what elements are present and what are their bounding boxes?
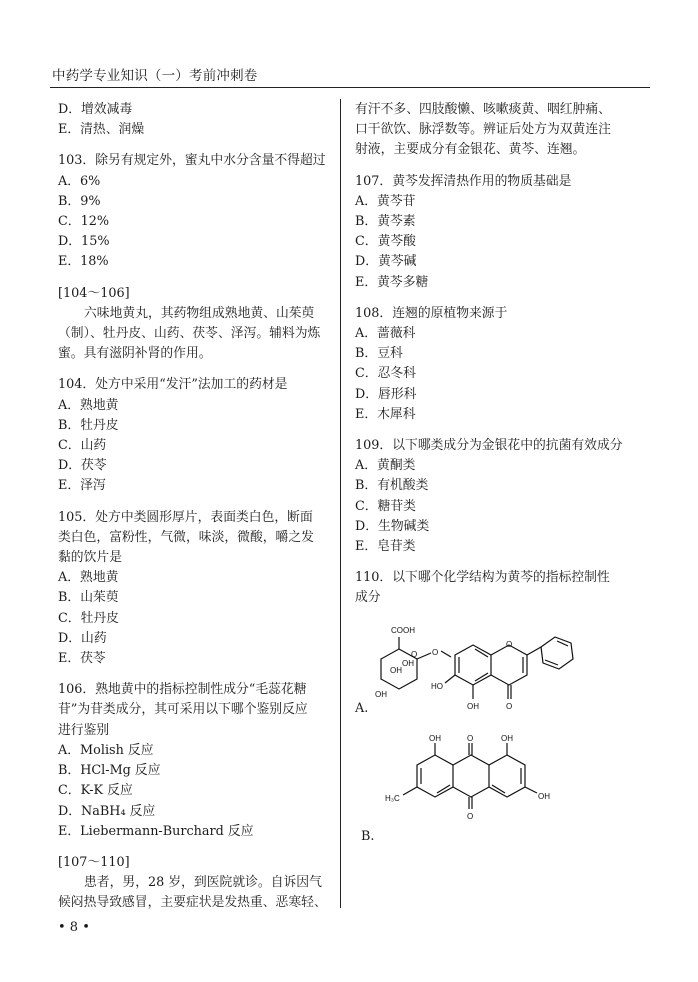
answer-option: E．18% [58, 254, 109, 270]
paragraph-gap [355, 557, 635, 568]
answer-option: A．黄酮类 [355, 458, 416, 474]
answer-option: D．茯苓 [58, 458, 107, 474]
answer-option: D．唇形科 [355, 386, 417, 402]
text-line: 苷”为苷类成分，其可采用以下哪个鉴别反应 [58, 702, 308, 718]
answer-option: E．皂苷类 [355, 539, 416, 555]
atom-ring-o: O [411, 649, 418, 659]
atom-oh-top-right: OH [501, 733, 513, 743]
atom-o-top: O [467, 733, 474, 743]
text-line: 103．除另有规定外，蜜丸中水分含量不得超过 [58, 153, 326, 169]
answer-option: C．山药 [58, 438, 107, 454]
answer-option: C．糖苷类 [355, 498, 416, 514]
atom-methyl: H₃C [385, 793, 400, 803]
answer-option: E．Liebermann-Burchard 反应 [58, 823, 254, 839]
text-line: 患者，男，28 岁，到医院就诊。自诉因气 [84, 875, 322, 891]
atom-o-bottom: O [467, 811, 474, 821]
text-line: 105．处方中类圆形厚片，表面类白色，断面 [58, 509, 313, 525]
header-rule [50, 87, 650, 88]
paragraph-gap [58, 273, 338, 284]
answer-option: E．清热、润燥 [58, 122, 145, 138]
text-line: 六味地黄丸，其药物组成熟地黄、山茱萸 [84, 305, 315, 321]
answer-option: D．山药 [58, 630, 107, 646]
answer-option: B．HCl-Mg 反应 [58, 763, 161, 779]
anthraquinone-structure [355, 733, 635, 851]
answer-option: D．15% [58, 234, 110, 250]
answer-option: E．木犀科 [355, 406, 416, 422]
answer-option: D．NaBH₄ 反应 [58, 803, 156, 819]
text-line: 进行鉴别 [58, 722, 110, 738]
text-line: 有汗不多、四肢酸懒、咳嗽痰黄、咽红肿痛、 [355, 102, 611, 117]
left-column [58, 100, 338, 914]
answer-option: D．生物碱类 [355, 518, 430, 534]
answer-option: C．黄芩酸 [355, 234, 416, 250]
atom-oh-right: OH [538, 791, 550, 801]
atom-oh-bottom: OH [467, 701, 479, 711]
paragraph-gap [58, 364, 338, 375]
running-header: 中药学专业知识（一）考前冲刺卷 [52, 68, 258, 84]
text-line: （制）、牡丹皮、山药、茯苓、泽泻。辅料为炼 [58, 326, 321, 342]
text-line: 射液，主要成分有金银花、黄芩、连翘。 [355, 142, 586, 158]
answer-option: B．豆科 [355, 346, 403, 362]
paragraph-gap [58, 669, 338, 680]
structure-b-figure [355, 733, 635, 851]
answer-option: E．泽泻 [58, 478, 106, 494]
text-line: 104．处方中采用“发汗”法加工的药材是 [58, 377, 288, 393]
paragraph-gap [58, 497, 338, 508]
answer-option: B．有机酸类 [355, 478, 429, 494]
answer-option: C．牡丹皮 [58, 610, 119, 626]
answer-option: E．茯苓 [58, 651, 106, 667]
text-line: 蜜。具有滋阴补肾的作用。 [58, 346, 212, 362]
atom-cooh: COOH [391, 625, 415, 635]
answer-option: A．熟地黄 [58, 397, 119, 413]
option-b-label: B. [361, 828, 375, 844]
answer-option: B．牡丹皮 [58, 417, 119, 433]
text-line: [104～106] [58, 285, 130, 301]
paragraph-gap [355, 425, 635, 436]
answer-option: B．山茱萸 [58, 590, 119, 606]
page-number: • 8 • [58, 920, 90, 935]
answer-option: B．9% [58, 193, 101, 209]
paragraph-gap [355, 293, 635, 304]
right-column-text [355, 100, 635, 609]
atom-oh-top-left: OH [429, 733, 441, 743]
paragraph-gap [355, 161, 635, 172]
atom-carbonyl-o: O [506, 701, 513, 711]
text-line: 口干欲饮、脉浮数等。辨证后处方为双黄连注 [355, 122, 611, 138]
answer-option: C．忍冬科 [355, 366, 416, 382]
text-line: [107～110] [58, 854, 130, 870]
text-line: 109．以下哪类成分为金银花中的抗菌有效成分 [355, 438, 623, 454]
answer-option: A．黄芩苷 [355, 193, 416, 209]
paragraph-gap [58, 140, 338, 151]
answer-option: E．黄芩多糖 [355, 274, 429, 290]
option-a-label: A. [355, 700, 369, 716]
answer-option: B．黄芩素 [355, 214, 416, 230]
text-line: 107．黄芩发挥清热作用的物质基础是 [355, 173, 572, 189]
paragraph-gap [58, 842, 338, 853]
text-line: 类白色，富粉性，气微，味淡，微酸，嚼之发 [58, 529, 314, 545]
atom-link-o: O [432, 647, 439, 657]
baicalin-structure [355, 617, 635, 729]
text-line: 110．以下哪个化学结构为黄芩的指标控制性 [355, 570, 610, 586]
answer-option: C．K-K 反应 [58, 783, 133, 799]
atom-oh-1: OH [390, 665, 402, 675]
answer-option: D．增效减毒 [58, 102, 133, 117]
atom-pyran-o: O [506, 639, 513, 649]
atom-oh-3: OH [375, 689, 387, 699]
right-column [355, 100, 635, 851]
answer-option: A．Molish 反应 [58, 742, 154, 758]
answer-option: D．黄芩碱 [355, 254, 417, 270]
atom-oh-2: OH [402, 658, 414, 668]
answer-option: A．蔷薇科 [355, 326, 416, 342]
answer-option: A．熟地黄 [58, 570, 119, 586]
text-line: 108．连翘的原植物来源于 [355, 305, 508, 321]
text-line: 106．熟地黄中的指标控制性成分“毛蕊花糖 [58, 682, 307, 698]
answer-option: C．12% [58, 214, 110, 230]
answer-option: A．6% [58, 173, 101, 189]
text-line: 黏的饮片是 [58, 550, 122, 566]
column-divider [340, 99, 341, 908]
text-line: 候闷热导致感冒，主要症状是发热重、恶寒轻、 [58, 895, 327, 911]
text-line: 成分 [355, 590, 381, 606]
structure-a-figure [355, 617, 635, 729]
atom-ho: HO [431, 681, 443, 691]
